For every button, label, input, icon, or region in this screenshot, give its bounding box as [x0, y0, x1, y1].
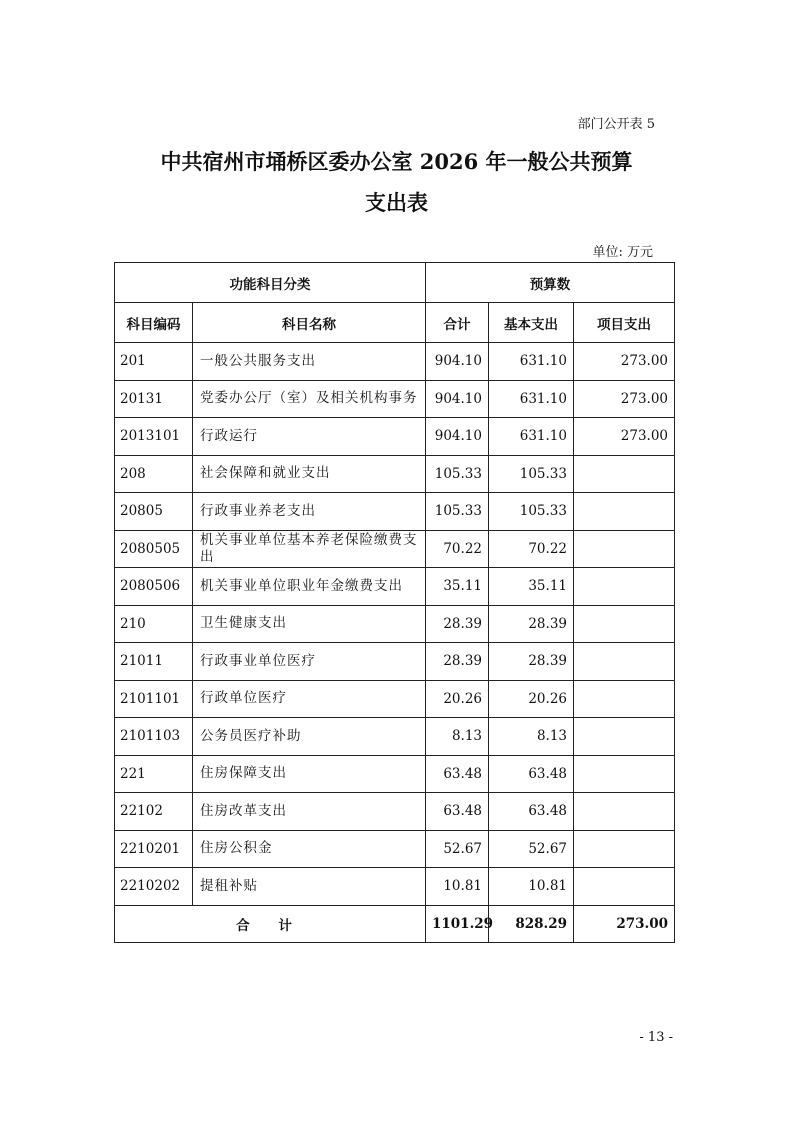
basic-cell: 28.39 — [489, 605, 574, 643]
name-cell: 公务员医疗补助 — [193, 718, 426, 756]
project-cell — [574, 830, 675, 868]
project-cell — [574, 868, 675, 906]
project-cell — [574, 530, 675, 568]
table-row — [115, 418, 675, 456]
basic-cell: 28.39 — [489, 643, 574, 681]
project-cell — [574, 755, 675, 793]
total-cell: 63.48 — [426, 755, 489, 793]
code-cell: 2013101 — [115, 418, 193, 456]
code-cell: 21011 — [115, 643, 193, 681]
project-cell — [574, 605, 675, 643]
project-total-cell: 273.00 — [574, 905, 675, 943]
name-cell: 机关事业单位基本养老保险缴费支出 — [193, 530, 426, 568]
code-cell: 2101101 — [115, 680, 193, 718]
table-row — [115, 380, 675, 418]
page-subtitle: 支出表 — [365, 190, 428, 215]
category-group-header: 功能科目分类 — [115, 263, 426, 303]
code-cell: 2080506 — [115, 568, 193, 606]
table-body — [115, 343, 675, 906]
code-cell: 2101103 — [115, 718, 193, 756]
name-cell: 行政事业单位医疗 — [193, 643, 426, 681]
basic-column-header: 基本支出 — [489, 303, 574, 343]
project-cell — [574, 643, 675, 681]
code-cell: 201 — [115, 343, 193, 381]
project-cell — [574, 793, 675, 831]
total-label: 合 计 — [115, 905, 426, 943]
basic-cell: 10.81 — [489, 868, 574, 906]
table-row — [115, 493, 675, 531]
code-cell: 221 — [115, 755, 193, 793]
basic-cell: 631.10 — [489, 380, 574, 418]
name-cell: 一般公共服务支出 — [193, 343, 426, 381]
name-cell: 行政单位医疗 — [193, 680, 426, 718]
grand-total-cell: 1101.29 — [426, 905, 489, 943]
total-cell: 63.48 — [426, 793, 489, 831]
code-column-header: 科目编码 — [115, 303, 193, 343]
basic-total-cell: 828.29 — [489, 905, 574, 943]
name-cell: 党委办公厅（室）及相关机构事务 — [193, 380, 426, 418]
total-cell: 28.39 — [426, 605, 489, 643]
total-cell: 28.39 — [426, 643, 489, 681]
name-cell: 机关事业单位职业年金缴费支出 — [193, 568, 426, 606]
basic-cell: 631.10 — [489, 418, 574, 456]
basic-cell: 70.22 — [489, 530, 574, 568]
total-cell: 105.33 — [426, 455, 489, 493]
total-row — [115, 905, 675, 943]
project-cell: 273.00 — [574, 343, 675, 381]
table-row — [115, 643, 675, 681]
code-cell: 20805 — [115, 493, 193, 531]
page-title: 中共宿州市埇桥区委办公室 2026 年一般公共预算 — [160, 149, 633, 174]
total-cell: 8.13 — [426, 718, 489, 756]
project-cell — [574, 455, 675, 493]
basic-cell: 35.11 — [489, 568, 574, 606]
total-cell: 10.81 — [426, 868, 489, 906]
project-cell — [574, 493, 675, 531]
page-number: - 13 - — [639, 1030, 673, 1045]
table-row — [115, 455, 675, 493]
table-row — [115, 755, 675, 793]
project-cell: 273.00 — [574, 380, 675, 418]
unit-label: 单位: 万元 — [592, 245, 653, 260]
total-cell: 70.22 — [426, 530, 489, 568]
total-cell: 105.33 — [426, 493, 489, 531]
name-cell: 住房公积金 — [193, 830, 426, 868]
basic-cell: 105.33 — [489, 455, 574, 493]
name-cell: 提租补贴 — [193, 868, 426, 906]
table-row — [115, 718, 675, 756]
total-column-header: 合计 — [426, 303, 489, 343]
total-cell: 35.11 — [426, 568, 489, 606]
name-cell: 住房改革支出 — [193, 793, 426, 831]
total-cell: 904.10 — [426, 343, 489, 381]
table-row — [115, 793, 675, 831]
table-row — [115, 868, 675, 906]
table-row — [115, 830, 675, 868]
table-row — [115, 680, 675, 718]
table-row — [115, 568, 675, 606]
total-cell: 904.10 — [426, 380, 489, 418]
table-number-label: 部门公开表 5 — [577, 117, 655, 132]
project-column-header: 项目支出 — [574, 303, 675, 343]
name-cell: 卫生健康支出 — [193, 605, 426, 643]
basic-cell: 63.48 — [489, 755, 574, 793]
name-cell: 行政运行 — [193, 418, 426, 456]
name-cell: 社会保障和就业支出 — [193, 455, 426, 493]
table-row — [115, 605, 675, 643]
basic-cell: 52.67 — [489, 830, 574, 868]
table-row — [115, 530, 675, 568]
project-cell — [574, 568, 675, 606]
name-cell: 住房保障支出 — [193, 755, 426, 793]
code-cell: 208 — [115, 455, 193, 493]
table-row — [115, 343, 675, 381]
project-cell — [574, 718, 675, 756]
code-cell: 22102 — [115, 793, 193, 831]
total-cell: 904.10 — [426, 418, 489, 456]
basic-cell: 63.48 — [489, 793, 574, 831]
code-cell: 2210202 — [115, 868, 193, 906]
project-cell: 273.00 — [574, 418, 675, 456]
total-cell: 20.26 — [426, 680, 489, 718]
budget-group-header: 预算数 — [426, 263, 675, 303]
budget-table — [114, 262, 675, 943]
code-cell: 2080505 — [115, 530, 193, 568]
code-cell: 210 — [115, 605, 193, 643]
total-cell: 52.67 — [426, 830, 489, 868]
name-cell: 行政事业养老支出 — [193, 493, 426, 531]
basic-cell: 20.26 — [489, 680, 574, 718]
project-cell — [574, 680, 675, 718]
code-cell: 2210201 — [115, 830, 193, 868]
code-cell: 20131 — [115, 380, 193, 418]
basic-cell: 105.33 — [489, 493, 574, 531]
basic-cell: 8.13 — [489, 718, 574, 756]
name-column-header: 科目名称 — [193, 303, 426, 343]
basic-cell: 631.10 — [489, 343, 574, 381]
